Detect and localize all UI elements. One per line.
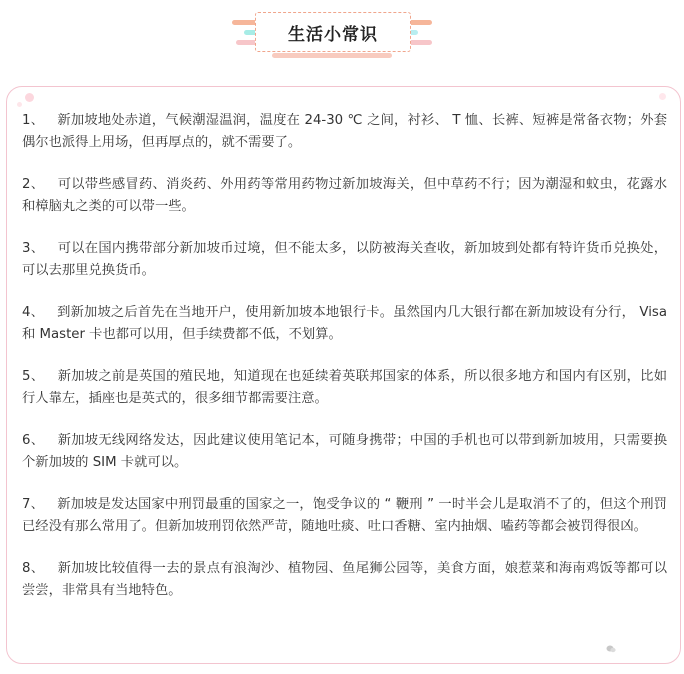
tip-text: 新加坡地处赤道，气候潮湿温润，温度在 24-30 ℃ 之间，衬衫、 T 恤、长裤、短裤是常备衣物；外套偶尔也派得上用场，但再厚点的，就不需要了。 (22, 113, 668, 150)
decor-bubble (17, 102, 22, 107)
tip-number: 3、 (22, 241, 45, 256)
title-underline-decor (272, 53, 392, 58)
tip-text: 新加坡是发达国家中刑罚最重的国家之一，饱受争议的 “ 鞭刑 ” 一时半会儿是取消不了的，但这个刑罚已经没有那么常用了。但新加坡刑罚依然严苛，随地吐痰、吐口香糖、室内抽烟、嗑药等都会被罚得很凶。 (22, 497, 667, 534)
decor-bubble (25, 93, 34, 102)
tip-number: 4、 (22, 305, 45, 320)
tip-item (22, 494, 667, 538)
tip-number: 1、 (22, 113, 45, 128)
tip-text: 到新加坡之后首先在当地开户，使用新加坡本地银行卡。虽然国内几大银行都在新加坡设有分行， Visa 和 Master 卡也都可以用，但手续费都不低，不划算。 (22, 305, 667, 342)
title-box (255, 12, 411, 52)
wechat-watermark-icon (606, 645, 616, 653)
tips-list (22, 110, 667, 622)
tip-text: 新加坡比较值得一去的景点有浪淘沙、植物园、鱼尾狮公园等，美食方面，娘惹菜和海南鸡饭等都可以尝尝，非常具有当地特色。 (22, 561, 668, 598)
decor-bubble (659, 93, 666, 100)
tip-item (22, 238, 667, 282)
tip-item (22, 558, 667, 602)
tip-item (22, 174, 667, 218)
tip-item (22, 302, 667, 346)
tip-text: 新加坡无线网络发达，因此建议使用笔记本，可随身携带；中国的手机也可以带到新加坡用，只需要换个新加坡的 SIM 卡就可以。 (22, 433, 668, 470)
tip-number: 6、 (22, 433, 45, 448)
tip-number: 5、 (22, 369, 45, 384)
tip-number: 2、 (22, 177, 45, 192)
tip-text: 可以在国内携带部分新加坡币过境，但不能太多，以防被海关查收，新加坡到处都有特许货币兑换处，可以去那里兑换货币。 (22, 241, 668, 278)
tip-text: 可以带些感冒药、消炎药、外用药等常用药物过新加坡海关，但中草药不行；因为潮湿和蚊虫，花露水和樟脑丸之类的可以带一些。 (22, 177, 668, 214)
tip-text: 新加坡之前是英国的殖民地，知道现在也延续着英联邦国家的体系，所以很多地方和国内有区别，比如行人靠左，插座也是英式的，很多细节都需要注意。 (22, 369, 668, 406)
page-title: 生活小常识 (288, 24, 378, 45)
tip-number: 8、 (22, 561, 45, 576)
tip-item (22, 430, 667, 474)
tip-item (22, 110, 667, 154)
title-banner (0, 0, 684, 70)
tip-number: 7、 (22, 497, 45, 512)
tip-item (22, 366, 667, 410)
